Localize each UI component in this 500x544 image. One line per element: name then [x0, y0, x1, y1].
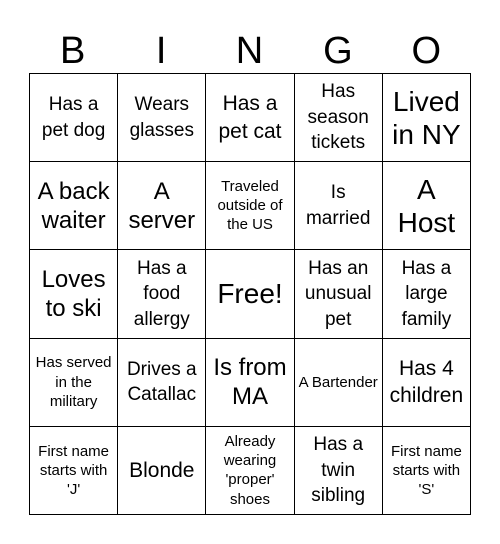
bingo-cell-label: A Bartender: [298, 373, 378, 391]
bingo-cell[interactable]: [383, 339, 471, 427]
bingo-cell-label: Traveled outside of the US: [217, 178, 283, 234]
bingo-cell[interactable]: [383, 250, 471, 338]
bingo-cell[interactable]: [383, 162, 471, 250]
bingo-cell[interactable]: [30, 339, 118, 427]
bingo-cell-label: Loves to ski: [41, 265, 106, 322]
bingo-cell-label: Blonde: [129, 458, 195, 482]
bingo-cell-label: Has a pet dog: [41, 93, 106, 141]
bingo-cell[interactable]: [383, 427, 471, 515]
bingo-cell-label: Has season tickets: [307, 81, 369, 154]
bingo-cell[interactable]: [30, 250, 118, 338]
bingo-cell[interactable]: [295, 427, 383, 515]
bingo-cell-label: Has a food allergy: [133, 257, 190, 330]
bingo-cell[interactable]: [383, 74, 471, 162]
bingo-cell[interactable]: [118, 162, 206, 250]
bingo-header: [29, 28, 471, 74]
bingo-cell-label: Is married: [305, 182, 371, 229]
bingo-cell-label: Has 4 children: [389, 356, 464, 408]
bingo-cell-label: Has a twin sibling: [311, 433, 366, 507]
bingo-cell-label: Is from MA: [213, 353, 287, 411]
bingo-cell-label: A server: [128, 177, 196, 234]
bingo-cell-label: Has an unusual pet: [304, 257, 372, 330]
header-letter-g: G: [323, 30, 354, 72]
bingo-cell[interactable]: [295, 74, 383, 162]
bingo-cell[interactable]: [118, 427, 206, 515]
header-letter-b: B: [60, 30, 87, 72]
bingo-cell[interactable]: [295, 339, 383, 427]
bingo-cell-label: First name starts with 'S': [390, 442, 462, 498]
bingo-cell-label: A back waiter: [37, 177, 110, 234]
bingo-cell-label: Has a pet cat: [218, 92, 282, 143]
bingo-cell-label: Drives a Catallac: [126, 358, 197, 406]
bingo-cell[interactable]: [30, 427, 118, 515]
free-space-cell[interactable]: [206, 250, 294, 338]
bingo-cell-label: Already wearing 'proper' shoes: [223, 433, 277, 508]
bingo-cell-label: A Host: [397, 173, 456, 238]
bingo-cell[interactable]: [206, 339, 294, 427]
bingo-cell-label: Wears glasses: [129, 93, 194, 141]
bingo-cell[interactable]: [295, 162, 383, 250]
header-letter-o: O: [411, 30, 443, 72]
bingo-cell[interactable]: [206, 74, 294, 162]
bingo-cell-label: Has served in the military: [35, 354, 112, 410]
bingo-cell[interactable]: [118, 250, 206, 338]
bingo-cell-label: Lived in NY: [392, 85, 461, 150]
bingo-cell[interactable]: [206, 427, 294, 515]
bingo-cell[interactable]: [30, 74, 118, 162]
bingo-cell[interactable]: [30, 162, 118, 250]
bingo-grid: [29, 73, 471, 515]
bingo-cell-label: Has a large family: [401, 257, 452, 330]
free-space-label: Free!: [217, 278, 283, 310]
bingo-cell[interactable]: [118, 74, 206, 162]
bingo-cell-label: First name starts with 'J': [38, 442, 110, 498]
header-letter-n: N: [235, 30, 265, 72]
bingo-cell[interactable]: [295, 250, 383, 338]
bingo-cell[interactable]: [206, 162, 294, 250]
header-letter-i: I: [155, 30, 168, 72]
bingo-cell[interactable]: [118, 339, 206, 427]
